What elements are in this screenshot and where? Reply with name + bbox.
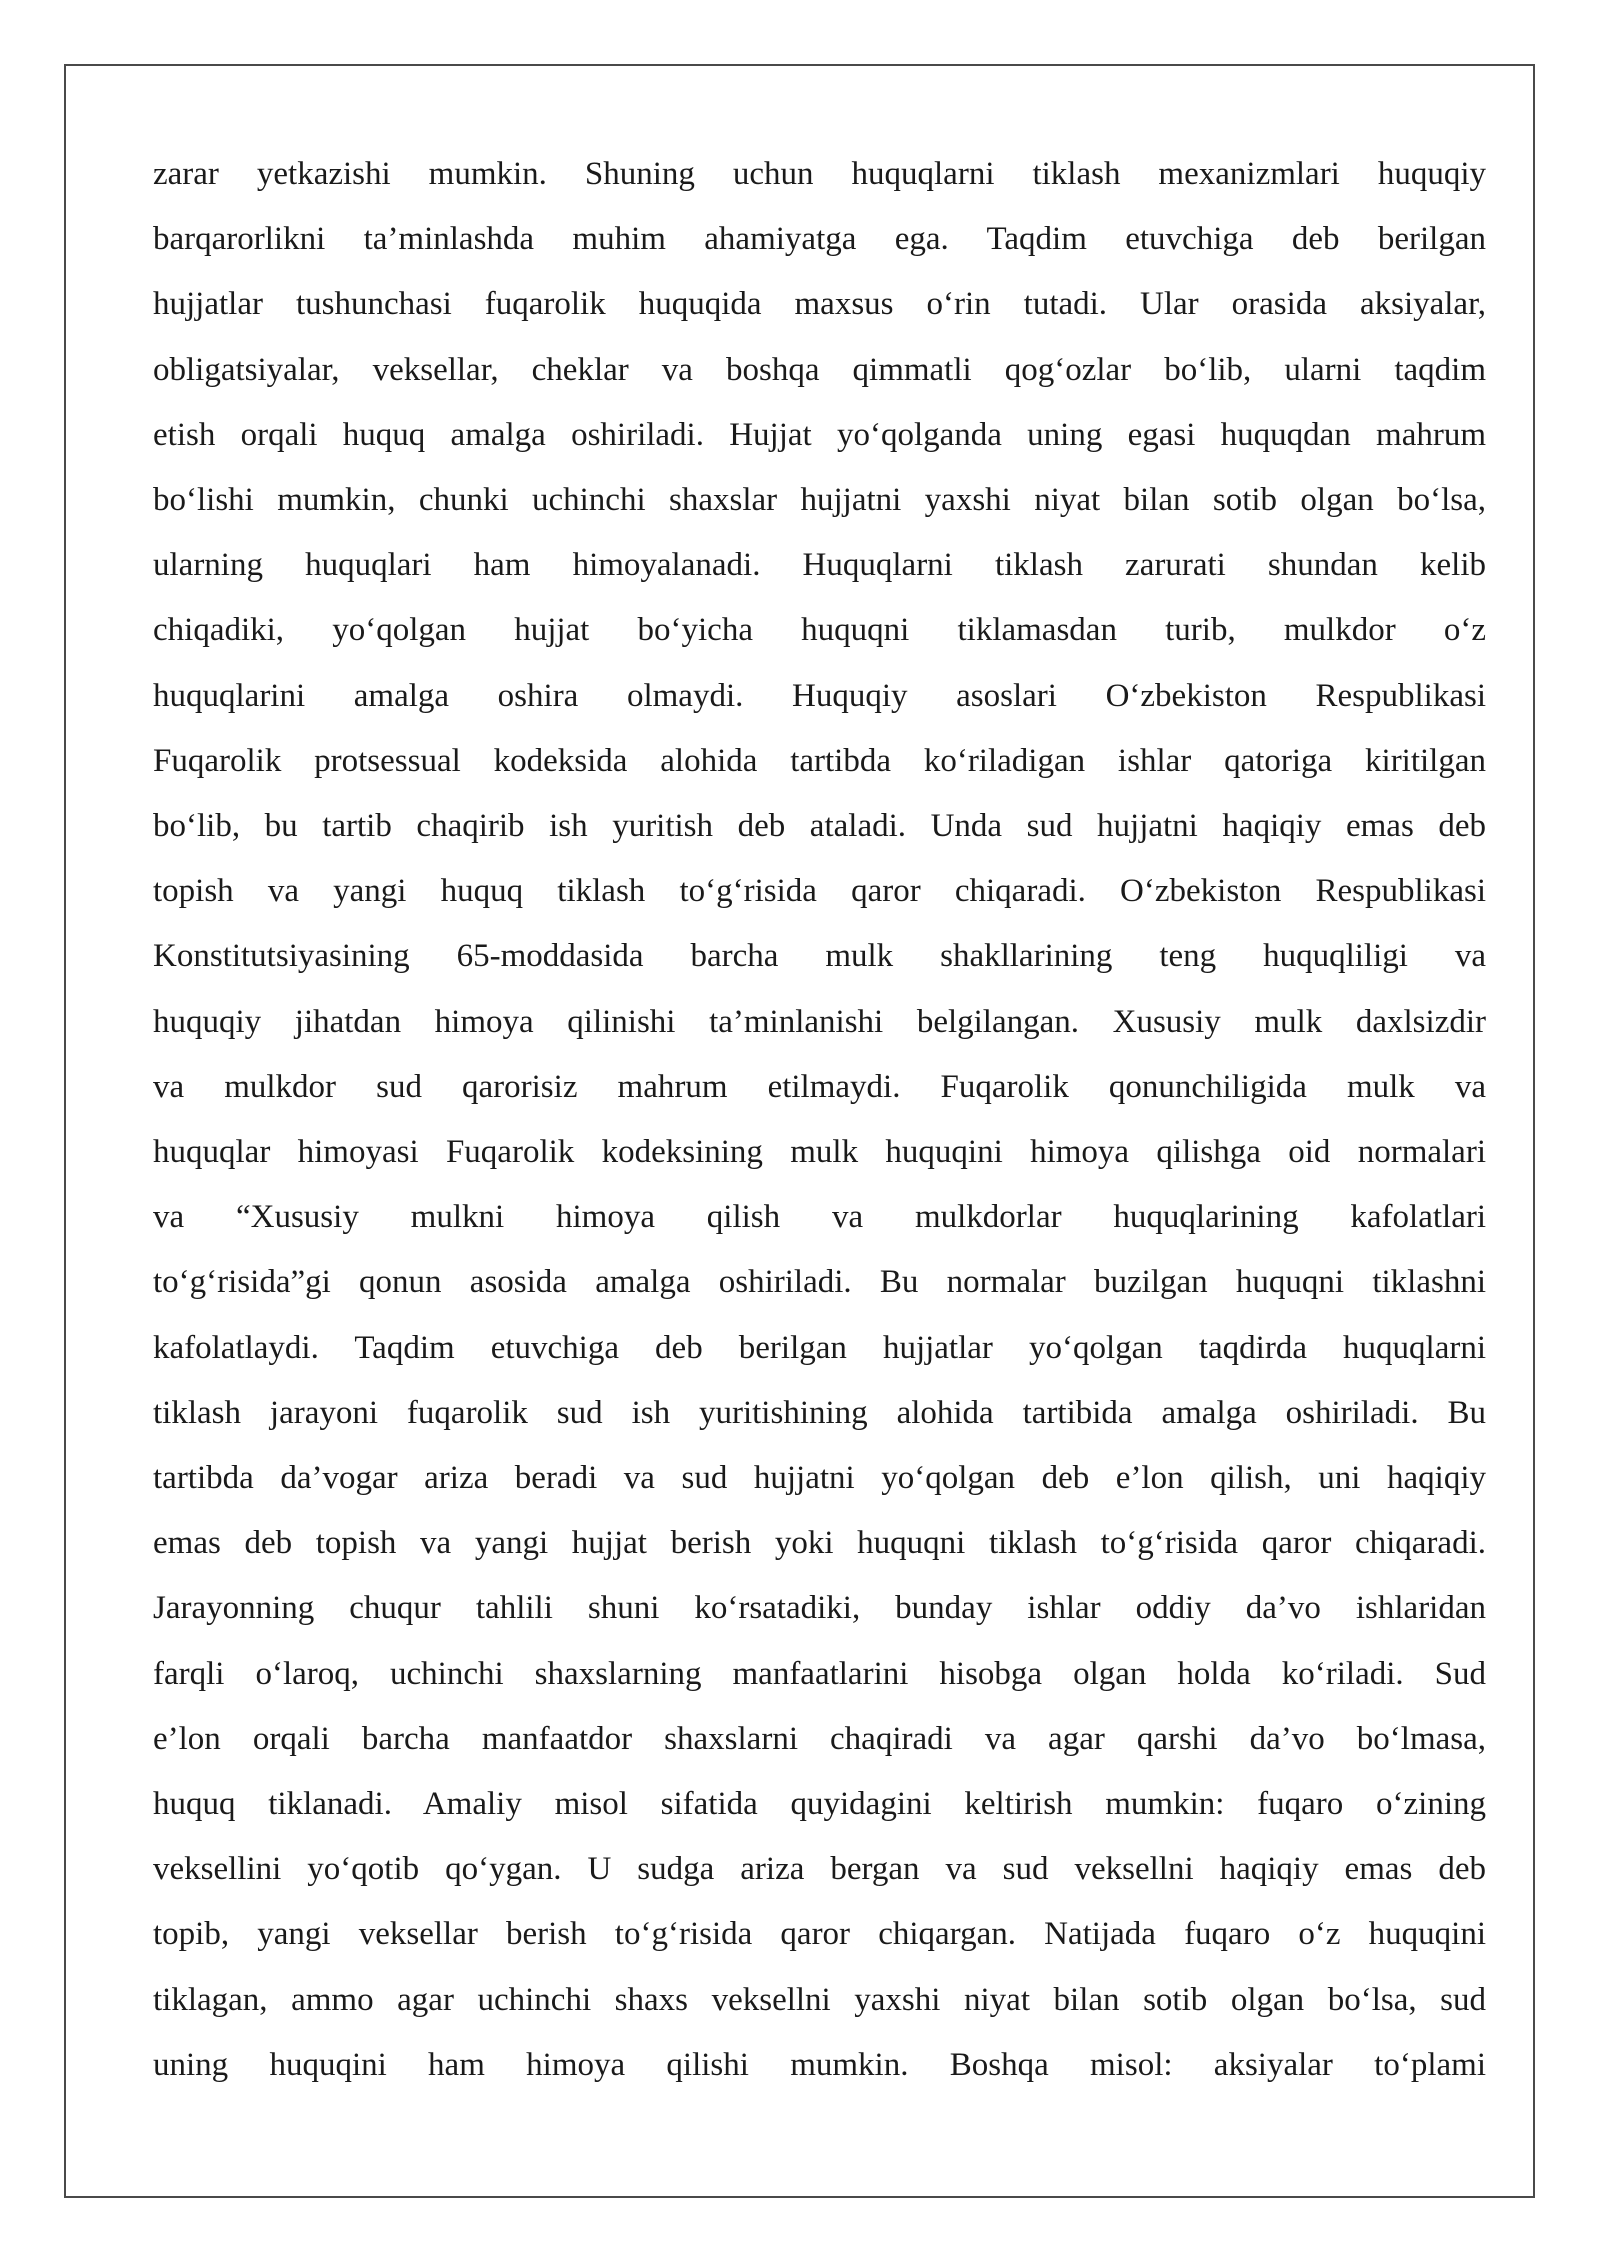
text-line: va mulkdor sud qarorisiz mahrum etilmaydi. Fuqarolik qonunchiligida mulk va (153, 1068, 1486, 1105)
text-line: e’lon orqali barcha manfaatdor shaxslarni chaqiradi va agar qarshi da’vo bo‘lmasa, (153, 1720, 1486, 1757)
text-line: huquq tiklanadi. Amaliy misol sifatida quyidagini keltirish mumkin: fuqaro o‘zining (153, 1786, 1486, 1823)
text-line: kafolatlaydi. Taqdim etuvchiga deb berilgan hujjatlar yo‘qolgan taqdirda huquqlarni (153, 1329, 1486, 1366)
text-line: Konstitutsiyasining 65-moddasida barcha mulk shakllarining teng huquqliligi va (153, 938, 1486, 975)
text-line: chiqadiki, yo‘qolgan hujjat bo‘yicha huquqni tiklamasdan turib, mulkdor o‘z (153, 612, 1486, 649)
text-line: emas deb topish va yangi hujjat berish yoki huquqni tiklash to‘g‘risida qaror chiqaradi. (153, 1525, 1486, 1562)
text-line: barqarorlikni ta’minlashda muhim ahamiyatga ega. Taqdim etuvchiga deb berilgan (153, 221, 1486, 258)
document-body-text (153, 142, 1486, 2098)
text-line: topish va yangi huquq tiklash to‘g‘risida qaror chiqaradi. O‘zbekiston Respublikasi (153, 873, 1486, 910)
text-line: Jarayonning chuqur tahlili shuni ko‘rsatadiki, bunday ishlar oddiy da’vo ishlaridan (153, 1590, 1486, 1627)
text-line: topib, yangi veksellar berish to‘g‘risida qaror chiqargan. Natijada fuqaro o‘z huquqini (153, 1916, 1486, 1953)
text-line: to‘g‘risida”gi qonun asosida amalga oshiriladi. Bu normalar buzilgan huquqni tiklashni (153, 1264, 1486, 1301)
text-line: ularning huquqlari ham himoyalanadi. Huquqlarni tiklash zarurati shundan kelib (153, 547, 1486, 584)
text-line: huquqiy jihatdan himoya qilinishi ta’minlanishi belgilangan. Xususiy mulk daxlsizdir (153, 1003, 1486, 1040)
text-line: Fuqarolik protsessual kodeksida alohida tartibda ko‘riladigan ishlar qatoriga kiritilgan (153, 742, 1486, 779)
text-line: uning huquqini ham himoya qilishi mumkin. Boshqa misol: aksiyalar to‘plami (153, 2046, 1486, 2083)
text-line: bo‘lishi mumkin, chunki uchinchi shaxslar hujjatni yaxshi niyat bilan sotib olgan bo‘lsa, (153, 482, 1486, 519)
text-line: veksellini yo‘qotib qo‘ygan. U sudga ariza bergan va sud veksellni haqiqiy emas deb (153, 1851, 1486, 1888)
text-line: va “Xususiy mulkni himoya qilish va mulkdorlar huquqlarining kafolatlari (153, 1199, 1486, 1236)
text-line: hujjatlar tushunchasi fuqarolik huquqida maxsus o‘rin tutadi. Ular orasida aksiyalar, (153, 286, 1486, 323)
text-line: etish orqali huquq amalga oshiriladi. Hujjat yo‘qolganda uning egasi huquqdan mahrum (153, 416, 1486, 453)
text-line: tartibda da’vogar ariza beradi va sud hujjatni yo‘qolgan deb e’lon qilish, uni haqiqiy (153, 1460, 1486, 1497)
text-line: tiklash jarayoni fuqarolik sud ish yuritishining alohida tartibida amalga oshiriladi. Bu (153, 1394, 1486, 1431)
text-line: farqli o‘laroq, uchinchi shaxslarning manfaatlarini hisobga olgan holda ko‘riladi. Sud (153, 1655, 1486, 1692)
text-line: huquqlarini amalga oshira olmaydi. Huquqiy asoslari O‘zbekiston Respublikasi (153, 677, 1486, 714)
text-line: tiklagan, ammo agar uchinchi shaxs veksellni yaxshi niyat bilan sotib olgan bo‘lsa, sud (153, 1981, 1486, 2018)
text-line: huquqlar himoyasi Fuqarolik kodeksining mulk huquqini himoya qilishga oid normalari (153, 1134, 1486, 1171)
text-line: zarar yetkazishi mumkin. Shuning uchun huquqlarni tiklash mexanizmlari huquqiy (153, 156, 1486, 192)
text-line: bo‘lib, bu tartib chaqirib ish yuritish deb ataladi. Unda sud hujjatni haqiqiy emas deb (153, 808, 1486, 845)
text-line: obligatsiyalar, veksellar, cheklar va boshqa qimmatli qog‘ozlar bo‘lib, ularni taqdim (153, 351, 1486, 388)
